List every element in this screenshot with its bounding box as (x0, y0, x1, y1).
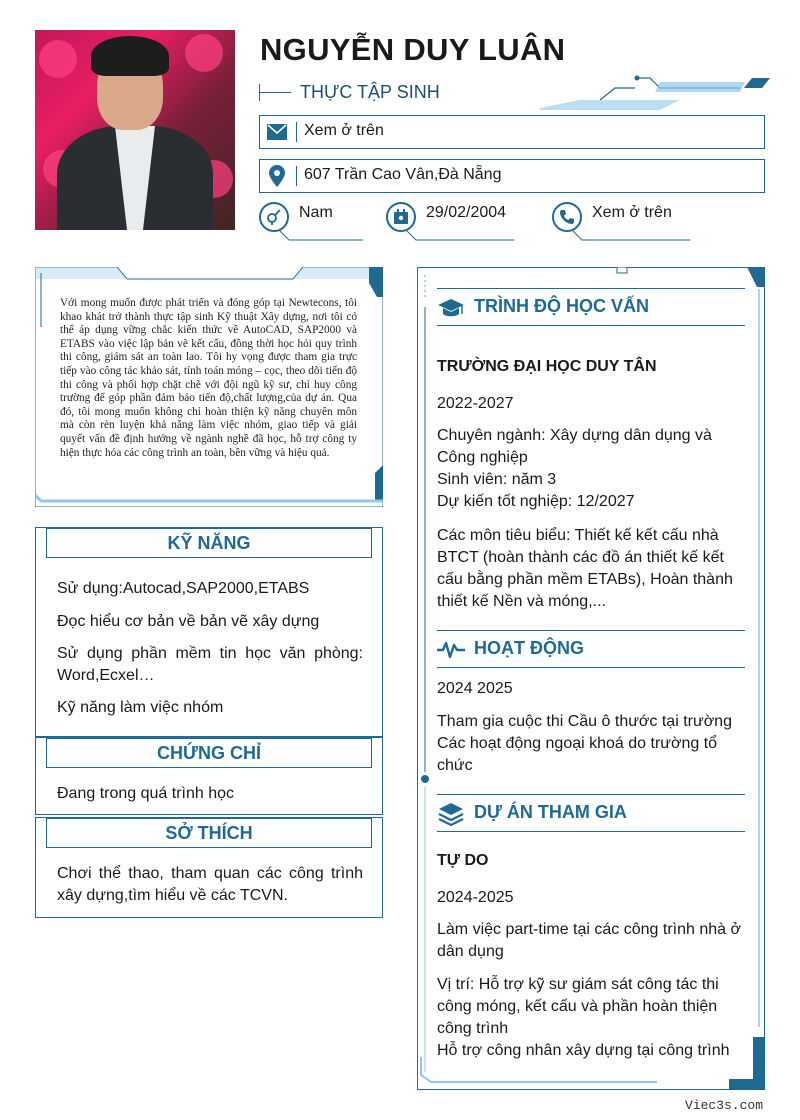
hobbies-section (35, 817, 383, 918)
skill-item: Kỹ năng làm việc nhóm (57, 699, 224, 716)
calendar-icon (386, 202, 416, 232)
skill-item: Sử dụng:Autocad,SAP2000,ETABS (57, 580, 310, 597)
education-header (437, 288, 745, 326)
phone-icon (552, 202, 582, 232)
footer-watermark: Viec3s.com (684, 1098, 763, 1113)
career-objective-box (35, 267, 383, 507)
activities-details: Tham gia cuộc thi Cầu ô thước tại trường Các hoạt động ngoại khoá do trường tổ chức (437, 713, 732, 774)
email-value: Xem ở trên (304, 122, 384, 139)
birthday-value: 29/02/2004 (426, 204, 507, 221)
education-details: Chuyên ngành: Xây dựng dân dụng và Công nghiệp Sinh viên: năm 3 Dự kiến tốt nghiệp: 12/2027 (437, 427, 712, 510)
position-divider-line (259, 92, 291, 93)
hobby-item: Chơi thể thao, tham quan các công trình xây dựng,tìm hiểu về các TCVN. (57, 865, 363, 904)
envelope-icon (260, 116, 294, 148)
skill-item: Đọc hiểu cơ bản về bản vẽ xây dựng (57, 613, 320, 630)
phone-value: Xem ở trên (592, 204, 672, 221)
position-title: THỰC TẬP SINH (300, 82, 440, 102)
activities-period: 2024 2025 (437, 680, 513, 697)
gender-icon (259, 202, 289, 232)
activities-header (437, 630, 745, 668)
activities-title: HOẠT ĐỘNG (474, 638, 584, 658)
hobbies-title: SỞ THÍCH (46, 818, 372, 848)
project-period: 2024-2025 (437, 889, 514, 906)
gender-value: Nam (299, 204, 333, 221)
right-column (417, 267, 765, 1090)
education-title: TRÌNH ĐỘ HỌC VẤN (474, 296, 649, 316)
address-row (259, 159, 765, 193)
graduation-cap-icon (437, 295, 465, 321)
address-value: 607 Trần Cao Vân,Đà Nẵng (304, 166, 502, 183)
career-objective-text: Với mong muốn được phát triển và đóng góp tại Newtecons, tôi khao khát trở thành thực tập sinh Kỹ thuật Xây dựng, nơi tôi có thể áp dụng vững chắc kiến thức về AutoCAD, SAP2000 và ETABS vào việc lập bản vẽ kết cấu, đồng thời học hỏi quy trình thi công, giám sát an toàn lao. Tôi hy vọng được tham gia trực tiếp vào công tác khảo sát, tính toán móng – cọc, theo dõi tiến độ thi công và phối hợp chặt chẽ với đội ngũ kỹ sư, chỉ huy công trường để góp phần đảm bảo tiến độ,chất lượng,của dự án. Qua đó, tôi mong muốn không chỉ hoàn thiện kỹ năng chuyên môn mà còn rèn luyện khả năng làm việc nhóm, giao tiếp và giải quyết vấn đề định hướng về ngành nghề đã học, hỗ trợ công ty hiện thực hóa các công trình an toàn, bền vững và hiệu quả. (60, 297, 357, 459)
email-row (259, 115, 765, 149)
skills-section (35, 527, 383, 737)
education-period: 2022-2027 (437, 395, 514, 412)
certificate-item: Đang trong quá trình học (57, 785, 235, 802)
candidate-name: NGUYỄN DUY LUÂN (260, 32, 566, 67)
certificates-section (35, 737, 383, 815)
skills-title: KỸ NĂNG (46, 528, 372, 558)
project-name: TỰ DO (437, 852, 489, 869)
header-decoration (540, 70, 770, 112)
certificates-title: CHỨNG CHỈ (46, 738, 372, 768)
projects-title: DỰ ÁN THAM GIA (474, 802, 627, 822)
education-courses: Các môn tiêu biểu: Thiết kế kết cấu nhà BTCT (hoàn thành các đồ án thiết kế kết cấu bằng phần mềm ETABs), Hoàn thành thiết kế Nền và móng,... (437, 527, 733, 610)
skill-item: Sử dụng phần mềm tin học văn phòng: Word,Ecxel… (57, 645, 363, 684)
pulse-icon (437, 637, 465, 663)
gender-field (259, 202, 369, 242)
project-description: Làm việc part-time tại các công trình nhà ở dân dụng (437, 921, 741, 960)
project-role: Vị trí: Hỗ trợ kỹ sư giám sát công tác thi công móng, kết cấu và phần hoàn thiện công trình Hỗ trợ công nhân xây dựng tại công trình (437, 976, 730, 1059)
profile-photo (35, 30, 235, 230)
layers-icon (437, 801, 465, 827)
projects-header (437, 794, 745, 832)
birthday-field (386, 202, 516, 242)
education-school: TRƯỜNG ĐẠI HỌC DUY TÂN (437, 358, 657, 375)
location-pin-icon (260, 160, 294, 192)
phone-field (552, 202, 692, 242)
